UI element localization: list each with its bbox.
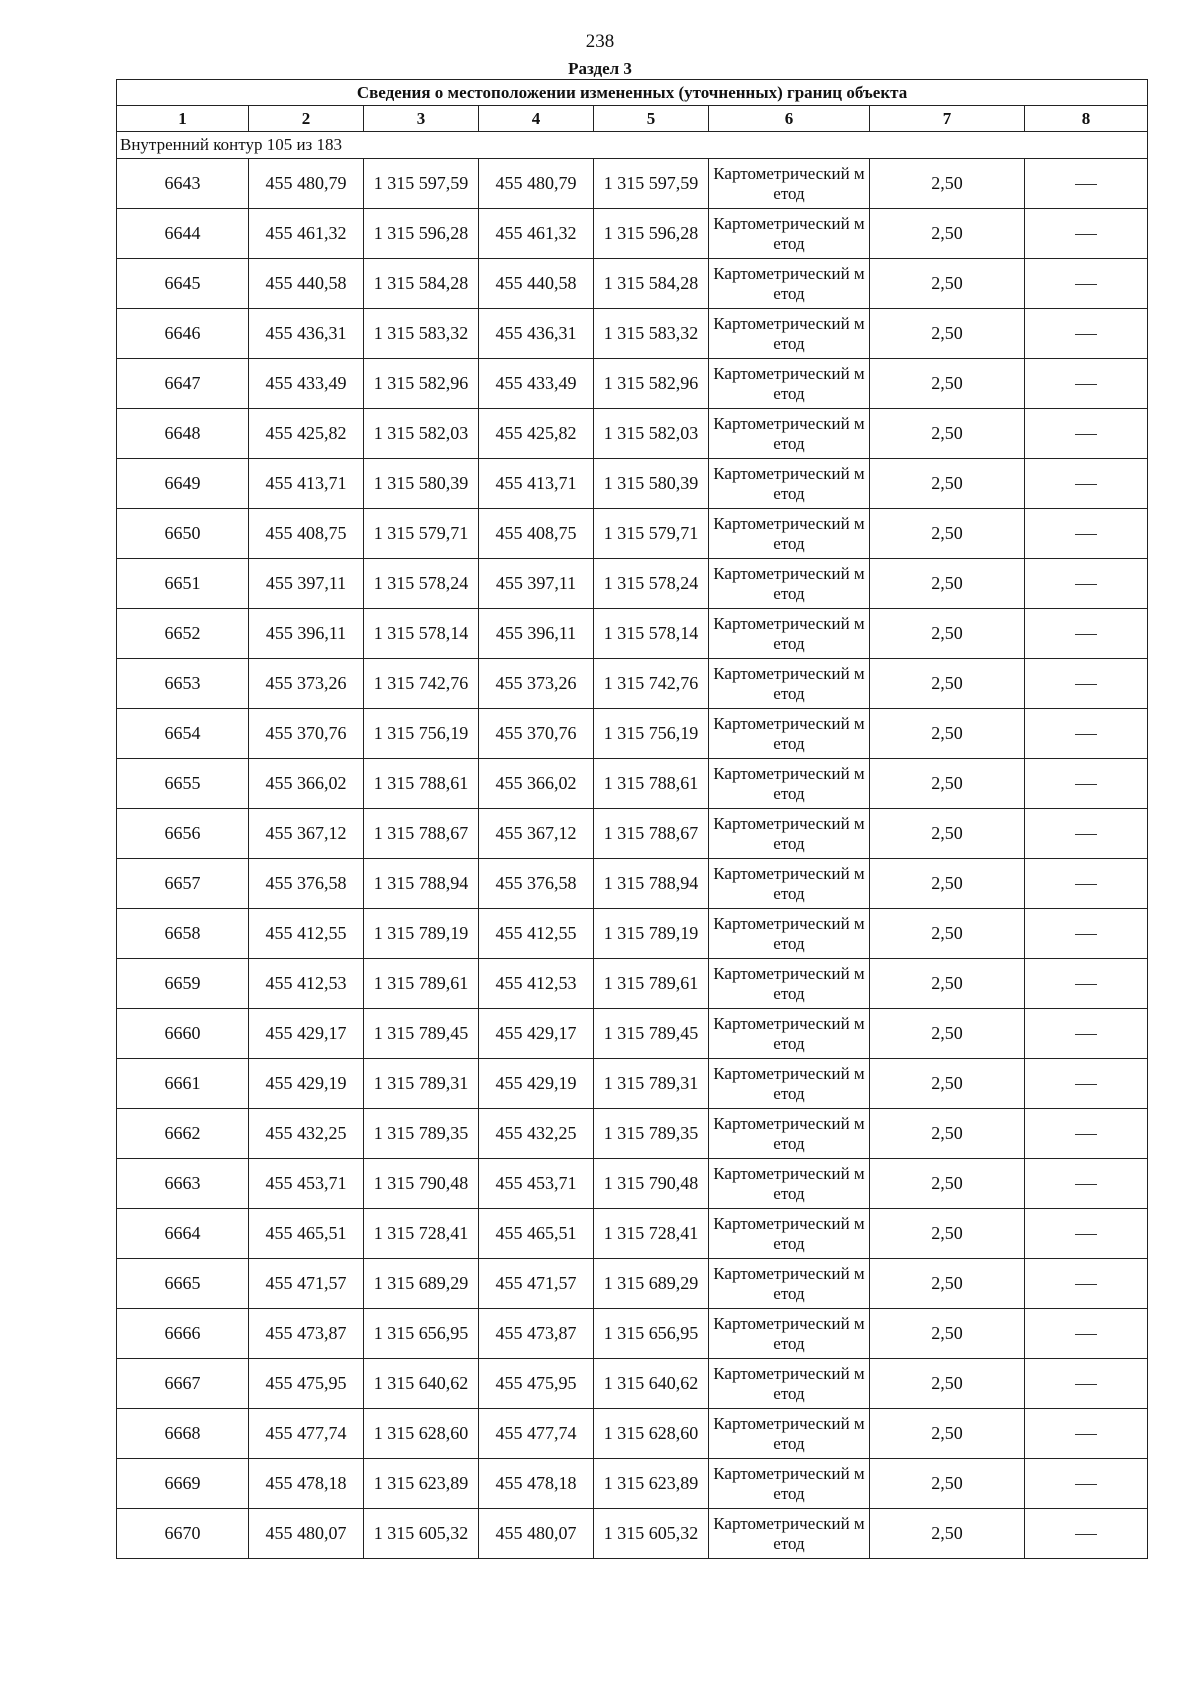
method-cell: Картометрический метод — [709, 409, 870, 459]
table-row — [117, 459, 1148, 509]
point-number-cell: 6650 — [117, 509, 249, 559]
x-existing-cell: 455 366,02 — [249, 759, 364, 809]
accuracy-cell: 2,50 — [870, 1459, 1025, 1509]
method-cell: Картометрический метод — [709, 859, 870, 909]
y-existing-cell: 1 315 689,29 — [364, 1259, 479, 1309]
y-existing-cell: 1 315 605,32 — [364, 1509, 479, 1559]
point-number-cell: 6651 — [117, 559, 249, 609]
x-existing-cell: 455 429,17 — [249, 1009, 364, 1059]
x-new-cell: 455 413,71 — [479, 459, 594, 509]
dash-mark — [1075, 384, 1097, 385]
point-number-cell: 6660 — [117, 1009, 249, 1059]
description-cell — [1025, 409, 1148, 459]
description-cell — [1025, 1009, 1148, 1059]
method-cell: Картометрический метод — [709, 759, 870, 809]
method-cell: Картометрический метод — [709, 1159, 870, 1209]
x-existing-cell: 455 413,71 — [249, 459, 364, 509]
method-cell: Картометрический метод — [709, 559, 870, 609]
point-number-cell: 6652 — [117, 609, 249, 659]
point-number-cell: 6663 — [117, 1159, 249, 1209]
y-new-cell: 1 315 628,60 — [594, 1409, 709, 1459]
method-cell: Картометрический метод — [709, 259, 870, 309]
dash-mark — [1075, 1334, 1097, 1335]
table-row — [117, 409, 1148, 459]
x-new-cell: 455 396,11 — [479, 609, 594, 659]
dash-mark — [1075, 934, 1097, 935]
x-existing-cell: 455 432,25 — [249, 1109, 364, 1159]
y-new-cell: 1 315 788,67 — [594, 809, 709, 859]
accuracy-cell: 2,50 — [870, 909, 1025, 959]
description-cell — [1025, 209, 1148, 259]
point-number-cell: 6648 — [117, 409, 249, 459]
x-existing-cell: 455 453,71 — [249, 1159, 364, 1209]
y-existing-cell: 1 315 580,39 — [364, 459, 479, 509]
x-existing-cell: 455 436,31 — [249, 309, 364, 359]
x-existing-cell: 455 475,95 — [249, 1359, 364, 1409]
method-cell: Картометрический метод — [709, 709, 870, 759]
description-cell — [1025, 309, 1148, 359]
y-existing-cell: 1 315 789,61 — [364, 959, 479, 1009]
table-row — [117, 1159, 1148, 1209]
table-row — [117, 309, 1148, 359]
x-existing-cell: 455 433,49 — [249, 359, 364, 409]
point-number-cell: 6656 — [117, 809, 249, 859]
x-new-cell: 455 412,55 — [479, 909, 594, 959]
x-existing-cell: 455 473,87 — [249, 1309, 364, 1359]
point-number-cell: 6643 — [117, 159, 249, 209]
point-number-cell: 6655 — [117, 759, 249, 809]
method-cell: Картометрический метод — [709, 1509, 870, 1559]
accuracy-cell: 2,50 — [870, 1209, 1025, 1259]
accuracy-cell: 2,50 — [870, 1259, 1025, 1309]
table-row — [117, 509, 1148, 559]
y-new-cell: 1 315 788,61 — [594, 759, 709, 809]
y-existing-cell: 1 315 788,61 — [364, 759, 479, 809]
accuracy-cell: 2,50 — [870, 1359, 1025, 1409]
x-new-cell: 455 461,32 — [479, 209, 594, 259]
dash-mark — [1075, 1434, 1097, 1435]
x-new-cell: 455 370,76 — [479, 709, 594, 759]
x-new-cell: 455 473,87 — [479, 1309, 594, 1359]
method-cell: Картометрический метод — [709, 1009, 870, 1059]
method-cell: Картометрический метод — [709, 459, 870, 509]
y-new-cell: 1 315 579,71 — [594, 509, 709, 559]
y-new-cell: 1 315 597,59 — [594, 159, 709, 209]
accuracy-cell: 2,50 — [870, 609, 1025, 659]
y-existing-cell: 1 315 584,28 — [364, 259, 479, 309]
table-row — [117, 1109, 1148, 1159]
point-number-cell: 6670 — [117, 1509, 249, 1559]
dash-mark — [1075, 534, 1097, 535]
x-existing-cell: 455 396,11 — [249, 609, 364, 659]
column-header-row — [117, 106, 1148, 132]
description-cell — [1025, 1309, 1148, 1359]
x-existing-cell: 455 373,26 — [249, 659, 364, 709]
method-cell: Картометрический метод — [709, 1209, 870, 1259]
column-header: 4 — [479, 106, 594, 132]
x-new-cell: 455 475,95 — [479, 1359, 594, 1409]
description-cell — [1025, 459, 1148, 509]
description-cell — [1025, 1359, 1148, 1409]
accuracy-cell: 2,50 — [870, 1159, 1025, 1209]
description-cell — [1025, 809, 1148, 859]
x-new-cell: 455 376,58 — [479, 859, 594, 909]
table-row — [117, 609, 1148, 659]
dash-mark — [1075, 434, 1097, 435]
boundary-coordinates-table — [116, 79, 1148, 1559]
point-number-cell: 6649 — [117, 459, 249, 509]
accuracy-cell: 2,50 — [870, 1409, 1025, 1459]
method-cell: Картометрический метод — [709, 359, 870, 409]
description-cell — [1025, 909, 1148, 959]
point-number-cell: 6661 — [117, 1059, 249, 1109]
method-cell: Картометрический метод — [709, 309, 870, 359]
x-new-cell: 455 480,79 — [479, 159, 594, 209]
description-cell — [1025, 259, 1148, 309]
point-number-cell: 6662 — [117, 1109, 249, 1159]
table-row — [117, 909, 1148, 959]
accuracy-cell: 2,50 — [870, 359, 1025, 409]
x-new-cell: 455 478,18 — [479, 1459, 594, 1509]
description-cell — [1025, 1409, 1148, 1459]
dash-mark — [1075, 1484, 1097, 1485]
dash-mark — [1075, 1134, 1097, 1135]
y-existing-cell: 1 315 788,67 — [364, 809, 479, 859]
accuracy-cell: 2,50 — [870, 459, 1025, 509]
description-cell — [1025, 1159, 1148, 1209]
y-existing-cell: 1 315 596,28 — [364, 209, 479, 259]
accuracy-cell: 2,50 — [870, 709, 1025, 759]
x-existing-cell: 455 478,18 — [249, 1459, 364, 1509]
accuracy-cell: 2,50 — [870, 509, 1025, 559]
accuracy-cell: 2,50 — [870, 1509, 1025, 1559]
x-existing-cell: 455 408,75 — [249, 509, 364, 559]
point-number-cell: 6658 — [117, 909, 249, 959]
dash-mark — [1075, 184, 1097, 185]
description-cell — [1025, 1059, 1148, 1109]
y-existing-cell: 1 315 628,60 — [364, 1409, 479, 1459]
y-new-cell: 1 315 656,95 — [594, 1309, 709, 1359]
point-number-cell: 6644 — [117, 209, 249, 259]
table-caption: Сведения о местоположении измененных (уточненных) границ объекта — [117, 80, 1148, 106]
method-cell: Картометрический метод — [709, 159, 870, 209]
x-new-cell: 455 425,82 — [479, 409, 594, 459]
dash-mark — [1075, 1384, 1097, 1385]
description-cell — [1025, 859, 1148, 909]
table-row — [117, 959, 1148, 1009]
column-header: 2 — [249, 106, 364, 132]
dash-mark — [1075, 734, 1097, 735]
table-row — [117, 1009, 1148, 1059]
method-cell: Картометрический метод — [709, 1409, 870, 1459]
x-new-cell: 455 367,12 — [479, 809, 594, 859]
accuracy-cell: 2,50 — [870, 659, 1025, 709]
table-row — [117, 559, 1148, 609]
y-existing-cell: 1 315 578,24 — [364, 559, 479, 609]
dash-mark — [1075, 334, 1097, 335]
y-new-cell: 1 315 596,28 — [594, 209, 709, 259]
method-cell: Картометрический метод — [709, 609, 870, 659]
y-new-cell: 1 315 582,03 — [594, 409, 709, 459]
method-cell: Картометрический метод — [709, 959, 870, 1009]
y-new-cell: 1 315 789,19 — [594, 909, 709, 959]
y-new-cell: 1 315 790,48 — [594, 1159, 709, 1209]
accuracy-cell: 2,50 — [870, 159, 1025, 209]
method-cell: Картометрический метод — [709, 909, 870, 959]
method-cell: Картометрический метод — [709, 1259, 870, 1309]
point-number-cell: 6667 — [117, 1359, 249, 1409]
table-row — [117, 859, 1148, 909]
x-existing-cell: 455 397,11 — [249, 559, 364, 609]
description-cell — [1025, 1259, 1148, 1309]
table-row — [117, 659, 1148, 709]
description-cell — [1025, 509, 1148, 559]
method-cell: Картометрический метод — [709, 509, 870, 559]
y-new-cell: 1 315 689,29 — [594, 1259, 709, 1309]
point-number-cell: 6665 — [117, 1259, 249, 1309]
table-row — [117, 1459, 1148, 1509]
y-existing-cell: 1 315 582,96 — [364, 359, 479, 409]
table-row — [117, 1259, 1148, 1309]
x-existing-cell: 455 412,53 — [249, 959, 364, 1009]
x-new-cell: 455 471,57 — [479, 1259, 594, 1309]
method-cell: Картометрический метод — [709, 659, 870, 709]
point-number-cell: 6646 — [117, 309, 249, 359]
contour-label: Внутренний контур 105 из 183 — [117, 132, 1148, 159]
dash-mark — [1075, 684, 1097, 685]
y-new-cell: 1 315 605,32 — [594, 1509, 709, 1559]
dash-mark — [1075, 634, 1097, 635]
dash-mark — [1075, 1284, 1097, 1285]
table-row — [117, 259, 1148, 309]
x-existing-cell: 455 477,74 — [249, 1409, 364, 1459]
x-new-cell: 455 429,19 — [479, 1059, 594, 1109]
table-row — [117, 1309, 1148, 1359]
y-new-cell: 1 315 756,19 — [594, 709, 709, 759]
dash-mark — [1075, 1234, 1097, 1235]
dash-mark — [1075, 584, 1097, 585]
method-cell: Картометрический метод — [709, 1459, 870, 1509]
x-new-cell: 455 453,71 — [479, 1159, 594, 1209]
method-cell: Картометрический метод — [709, 1359, 870, 1409]
y-new-cell: 1 315 578,24 — [594, 559, 709, 609]
accuracy-cell: 2,50 — [870, 209, 1025, 259]
table-row — [117, 1509, 1148, 1559]
y-new-cell: 1 315 640,62 — [594, 1359, 709, 1409]
x-existing-cell: 455 367,12 — [249, 809, 364, 859]
x-new-cell: 455 465,51 — [479, 1209, 594, 1259]
description-cell — [1025, 1109, 1148, 1159]
y-new-cell: 1 315 623,89 — [594, 1459, 709, 1509]
x-existing-cell: 455 425,82 — [249, 409, 364, 459]
y-existing-cell: 1 315 789,31 — [364, 1059, 479, 1109]
y-existing-cell: 1 315 790,48 — [364, 1159, 479, 1209]
y-existing-cell: 1 315 656,95 — [364, 1309, 479, 1359]
y-new-cell: 1 315 789,31 — [594, 1059, 709, 1109]
page-number: 238 — [585, 31, 615, 52]
table-row — [117, 1059, 1148, 1109]
x-existing-cell: 455 480,79 — [249, 159, 364, 209]
x-new-cell: 455 366,02 — [479, 759, 594, 809]
column-header: 5 — [594, 106, 709, 132]
x-new-cell: 455 477,74 — [479, 1409, 594, 1459]
y-existing-cell: 1 315 579,71 — [364, 509, 479, 559]
description-cell — [1025, 1509, 1148, 1559]
accuracy-cell: 2,50 — [870, 959, 1025, 1009]
y-existing-cell: 1 315 789,35 — [364, 1109, 479, 1159]
column-header: 3 — [364, 106, 479, 132]
y-new-cell: 1 315 742,76 — [594, 659, 709, 709]
method-cell: Картометрический метод — [709, 1309, 870, 1359]
description-cell — [1025, 759, 1148, 809]
x-new-cell: 455 412,53 — [479, 959, 594, 1009]
y-existing-cell: 1 315 756,19 — [364, 709, 479, 759]
dash-mark — [1075, 1034, 1097, 1035]
y-new-cell: 1 315 582,96 — [594, 359, 709, 409]
dash-mark — [1075, 284, 1097, 285]
x-existing-cell: 455 461,32 — [249, 209, 364, 259]
column-header: 7 — [870, 106, 1025, 132]
table-row — [117, 159, 1148, 209]
method-cell: Картометрический метод — [709, 809, 870, 859]
point-number-cell: 6645 — [117, 259, 249, 309]
accuracy-cell: 2,50 — [870, 259, 1025, 309]
table-row — [117, 359, 1148, 409]
column-header: 8 — [1025, 106, 1148, 132]
accuracy-cell: 2,50 — [870, 1009, 1025, 1059]
x-new-cell: 455 440,58 — [479, 259, 594, 309]
description-cell — [1025, 159, 1148, 209]
description-cell — [1025, 959, 1148, 1009]
dash-mark — [1075, 784, 1097, 785]
accuracy-cell: 2,50 — [870, 859, 1025, 909]
y-existing-cell: 1 315 597,59 — [364, 159, 479, 209]
table-row — [117, 709, 1148, 759]
y-existing-cell: 1 315 728,41 — [364, 1209, 479, 1259]
x-new-cell: 455 373,26 — [479, 659, 594, 709]
y-existing-cell: 1 315 578,14 — [364, 609, 479, 659]
x-existing-cell: 455 370,76 — [249, 709, 364, 759]
x-new-cell: 455 432,25 — [479, 1109, 594, 1159]
table-row — [117, 809, 1148, 859]
y-existing-cell: 1 315 623,89 — [364, 1459, 479, 1509]
point-number-cell: 6659 — [117, 959, 249, 1009]
point-number-cell: 6664 — [117, 1209, 249, 1259]
column-header: 6 — [709, 106, 870, 132]
description-cell — [1025, 1209, 1148, 1259]
dash-mark — [1075, 884, 1097, 885]
point-number-cell: 6666 — [117, 1309, 249, 1359]
y-existing-cell: 1 315 640,62 — [364, 1359, 479, 1409]
x-existing-cell: 455 412,55 — [249, 909, 364, 959]
point-number-cell: 6647 — [117, 359, 249, 409]
contour-row — [117, 132, 1148, 159]
y-existing-cell: 1 315 788,94 — [364, 859, 479, 909]
y-new-cell: 1 315 789,45 — [594, 1009, 709, 1059]
table-row — [117, 1359, 1148, 1409]
accuracy-cell: 2,50 — [870, 1309, 1025, 1359]
description-cell — [1025, 659, 1148, 709]
dash-mark — [1075, 1534, 1097, 1535]
description-cell — [1025, 609, 1148, 659]
table-caption-row — [117, 80, 1148, 106]
y-new-cell: 1 315 583,32 — [594, 309, 709, 359]
y-new-cell: 1 315 788,94 — [594, 859, 709, 909]
x-existing-cell: 455 376,58 — [249, 859, 364, 909]
x-existing-cell: 455 465,51 — [249, 1209, 364, 1259]
y-existing-cell: 1 315 582,03 — [364, 409, 479, 459]
x-new-cell: 455 429,17 — [479, 1009, 594, 1059]
table-row — [117, 759, 1148, 809]
point-number-cell: 6668 — [117, 1409, 249, 1459]
point-number-cell: 6669 — [117, 1459, 249, 1509]
x-existing-cell: 455 440,58 — [249, 259, 364, 309]
table-row — [117, 1209, 1148, 1259]
y-new-cell: 1 315 578,14 — [594, 609, 709, 659]
y-existing-cell: 1 315 742,76 — [364, 659, 479, 709]
accuracy-cell: 2,50 — [870, 409, 1025, 459]
point-number-cell: 6653 — [117, 659, 249, 709]
accuracy-cell: 2,50 — [870, 559, 1025, 609]
x-existing-cell: 455 471,57 — [249, 1259, 364, 1309]
description-cell — [1025, 359, 1148, 409]
description-cell — [1025, 1459, 1148, 1509]
y-existing-cell: 1 315 789,19 — [364, 909, 479, 959]
method-cell: Картометрический метод — [709, 209, 870, 259]
x-new-cell: 455 433,49 — [479, 359, 594, 409]
x-new-cell: 455 436,31 — [479, 309, 594, 359]
x-new-cell: 455 397,11 — [479, 559, 594, 609]
dash-mark — [1075, 484, 1097, 485]
method-cell: Картометрический метод — [709, 1109, 870, 1159]
y-new-cell: 1 315 584,28 — [594, 259, 709, 309]
dash-mark — [1075, 984, 1097, 985]
accuracy-cell: 2,50 — [870, 309, 1025, 359]
section-title: Раздел 3 — [568, 59, 632, 78]
table-row — [117, 209, 1148, 259]
y-new-cell: 1 315 789,35 — [594, 1109, 709, 1159]
accuracy-cell: 2,50 — [870, 1109, 1025, 1159]
dash-mark — [1075, 834, 1097, 835]
dash-mark — [1075, 1084, 1097, 1085]
table-row — [117, 1409, 1148, 1459]
y-existing-cell: 1 315 583,32 — [364, 309, 479, 359]
method-cell: Картометрический метод — [709, 1059, 870, 1109]
point-number-cell: 6657 — [117, 859, 249, 909]
x-existing-cell: 455 429,19 — [249, 1059, 364, 1109]
column-header: 1 — [117, 106, 249, 132]
y-existing-cell: 1 315 789,45 — [364, 1009, 479, 1059]
accuracy-cell: 2,50 — [870, 809, 1025, 859]
x-new-cell: 455 408,75 — [479, 509, 594, 559]
dash-mark — [1075, 234, 1097, 235]
accuracy-cell: 2,50 — [870, 1059, 1025, 1109]
accuracy-cell: 2,50 — [870, 759, 1025, 809]
x-existing-cell: 455 480,07 — [249, 1509, 364, 1559]
y-new-cell: 1 315 580,39 — [594, 459, 709, 509]
x-new-cell: 455 480,07 — [479, 1509, 594, 1559]
y-new-cell: 1 315 728,41 — [594, 1209, 709, 1259]
description-cell — [1025, 709, 1148, 759]
description-cell — [1025, 559, 1148, 609]
y-new-cell: 1 315 789,61 — [594, 959, 709, 1009]
point-number-cell: 6654 — [117, 709, 249, 759]
dash-mark — [1075, 1184, 1097, 1185]
